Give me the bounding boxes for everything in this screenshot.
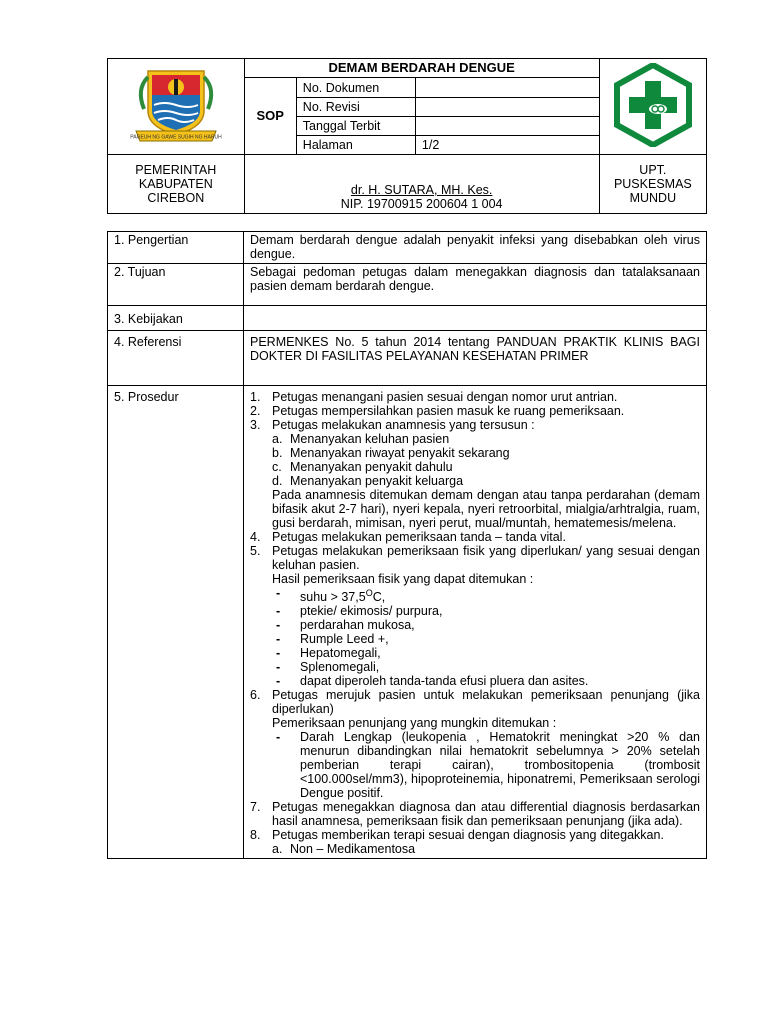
step-5: 5. Petugas melakukan pemeriksaan fisik yang diperlukan/ yang sesuai dengan keluhan pasien. Hasil pemeriksaan fisik yang dapat ditemukan : - suhu > $37,5^OC$, - ptekie/ ekimosis/ purpura, - perdarahan mukosa, - Rumple Leed +, - Hepatomegali, - Splenomegali, - dapat diperoleh tanda-tanda efusi pluera dan asites.	[250, 544, 700, 689]
step-3-note: Pada anamnesis ditemukan demam dengan atau tanpa perdarahan (demam bifasik akut 2-7 hari), nyeri kepala, nyeri retroorbital, mialgia/arhtralgia, ruam, gusi berdarah, mimisan, nyeri perut, mual/muntah, hematemesis/melena.	[272, 488, 700, 530]
issue-date-value	[415, 117, 599, 136]
step-1: 1. Petugas menangani pasien sesuai dengan nomor urut antrian.	[250, 390, 618, 404]
cirebon-emblem-icon	[130, 65, 222, 145]
step-6: 6. Petugas merujuk pasien untuk melakukan pemeriksaan penunjang (jika diperlukan) Pemeriksaan penunjang yang mungkin ditemukan : - Darah Lengkap (leukopenia , Hematokrit meningkat >20 % dan menurun dibandingkan nilai hematokrit sebelumnya > 20% setelah pemberian terapi cairan), trombositopenia (trombosit <100.000sel/mm3), hipoproteinemia, hiponatremi, Pemeriksaan serologi Dengue positif.	[250, 688, 700, 801]
pengertian-key: 1. Pengertian	[108, 232, 244, 264]
finding-rumple-leed: - Rumple Leed +,	[276, 632, 389, 647]
row-prosedur	[108, 386, 707, 859]
finding-hepatomegaly: - Hepatomegali,	[276, 646, 381, 661]
org-left-line-2: KABUPATEN	[138, 177, 213, 191]
lab-finding-blood: - Darah Lengkap (leukopenia , Hematokrit meningkat >20 % dan menurun dibandingkan nilai hematokrit sebelumnya > 20% setelah pemberian terapi cairan), trombositopenia (trombosit <100.000sel/mm3), hipoproteinemia, hiponatremi, Pemeriksaan serologi Dengue positif.	[276, 730, 700, 801]
tujuan-key: 2. Tujuan	[108, 264, 244, 306]
finding-temperature: - suhu > $37,5^OC$,	[276, 586, 386, 605]
referensi-key: 4. Referensi	[108, 331, 244, 386]
row-kebijakan	[108, 306, 707, 331]
signature-block	[244, 155, 599, 214]
referensi-text: PERMENKES No. 5 tahun 2014 tentang PANDUAN PRAKTIK KLINIS BAGI DOKTER DI FASILITAS PELAYANAN KESEHATAN PRIMER	[244, 331, 707, 386]
step-3c: c. Menanyakan penyakit dahulu	[272, 460, 453, 474]
row-referensi	[108, 331, 707, 386]
revision-value	[415, 98, 599, 117]
sop-label: SOP	[244, 78, 296, 155]
step-8: 8. Petugas memberikan terapi sesuai dengan diagnosis yang ditegakkan. a. Non – Medikamentosa	[250, 828, 700, 856]
tujuan-text: Sebagai pedoman petugas dalam menegakkan diagnosis dan tatalaksanaan pasien demam berdarah dengue.	[244, 264, 707, 306]
doc-number-value	[415, 78, 599, 98]
step-2: 2. Petugas mempersilahkan pasien masuk ke ruang pemeriksaan.	[250, 404, 625, 418]
step-4: 4. Petugas melakukan pemeriksaan tanda – tanda vital.	[250, 530, 566, 544]
puskesmas-logo-cell	[599, 59, 706, 155]
step-3a: a. Menanyakan keluhan pasien	[272, 432, 450, 446]
finding-effusion: - dapat diperoleh tanda-tanda efusi pluera dan asites.	[276, 674, 589, 689]
finding-splenomegaly: - Splenomegali,	[276, 660, 380, 675]
org-left-line-3: CIREBON	[147, 191, 205, 205]
signer-name: dr. H. SUTARA, MH. Kes.	[350, 183, 493, 197]
row-pengertian	[108, 232, 707, 264]
step-8a: a. Non – Medikamentosa	[272, 842, 416, 857]
step-6-intro: Pemeriksaan penunjang yang mungkin ditemukan :	[272, 716, 557, 731]
prosedur-content	[244, 386, 707, 859]
step-5-intro: Hasil pemeriksaan fisik yang dapat ditemukan :	[272, 572, 534, 586]
kebijakan-text	[244, 306, 707, 331]
procedure-steps	[250, 390, 700, 856]
finding-mucosal-bleeding: - perdarahan mukosa,	[276, 618, 415, 633]
puskesmas-org	[599, 155, 706, 214]
sop-content-table	[107, 231, 707, 859]
header-table	[107, 58, 707, 214]
emblem-motto: PAGEUH NG GAWE SUGIH NG HARUH	[130, 134, 222, 141]
org-left-line-1: PEMERINTAH	[135, 163, 217, 177]
org-right-line-1: UPT.	[639, 163, 667, 177]
document-title: DEMAM BERDARAH DENGUE	[244, 59, 599, 78]
doc-number-label: No. Dokumen	[296, 78, 415, 98]
cirebon-logo-cell	[108, 59, 245, 155]
org-right-line-3: MUNDU	[629, 191, 677, 205]
org-right-line-2: PUSKESMAS	[613, 177, 692, 191]
step-3: 3. Petugas melakukan anamnesis yang tersusun : a. Menanyakan keluhan pasien b. Menanyakan riwayat penyakit sekarang c. Menanyakan penyakit dahulu d. Menanyakan penyakit keluarga Pada anamnesis ditemukan demam dengan atau tanpa perdarahan (demam bifasik akut 2-7 hari), nyeri kepala, nyeri retroorbital, mialgia/arhtralgia, ruam, gusi berdarah, mimisan, nyeri perut, mual/muntah, hematemesis/melena.	[250, 418, 700, 530]
step-3d: d. Menanyakan penyakit keluarga	[272, 474, 464, 488]
prosedur-key: 5. Prosedur	[108, 386, 244, 859]
government-org	[108, 155, 245, 214]
pengertian-text: Demam berdarah dengue adalah penyakit infeksi yang disebabkan oleh virus dengue.	[244, 232, 707, 264]
step-3b: b. Menanyakan riwayat penyakit sekarang	[272, 446, 510, 460]
page-value: 1/2	[415, 136, 599, 155]
step-7: 7. Petugas menegakkan diagnosa dan atau differential diagnosis berdasarkan hasil anamnesa, pemeriksaan fisik dan pemeriksaan penunjang (jika ada).	[250, 800, 700, 829]
issue-date-label: Tanggal Terbit	[296, 117, 415, 136]
kebijakan-key: 3. Kebijakan	[108, 306, 244, 331]
revision-label: No. Revisi	[296, 98, 415, 117]
signer-nip: NIP. 19700915 200604 1 004	[340, 197, 503, 211]
puskesmas-logo-icon	[611, 63, 695, 147]
row-tujuan	[108, 264, 707, 306]
finding-petechiae: - ptekie/ ekimosis/ purpura,	[276, 604, 443, 619]
page-label: Halaman	[296, 136, 415, 155]
